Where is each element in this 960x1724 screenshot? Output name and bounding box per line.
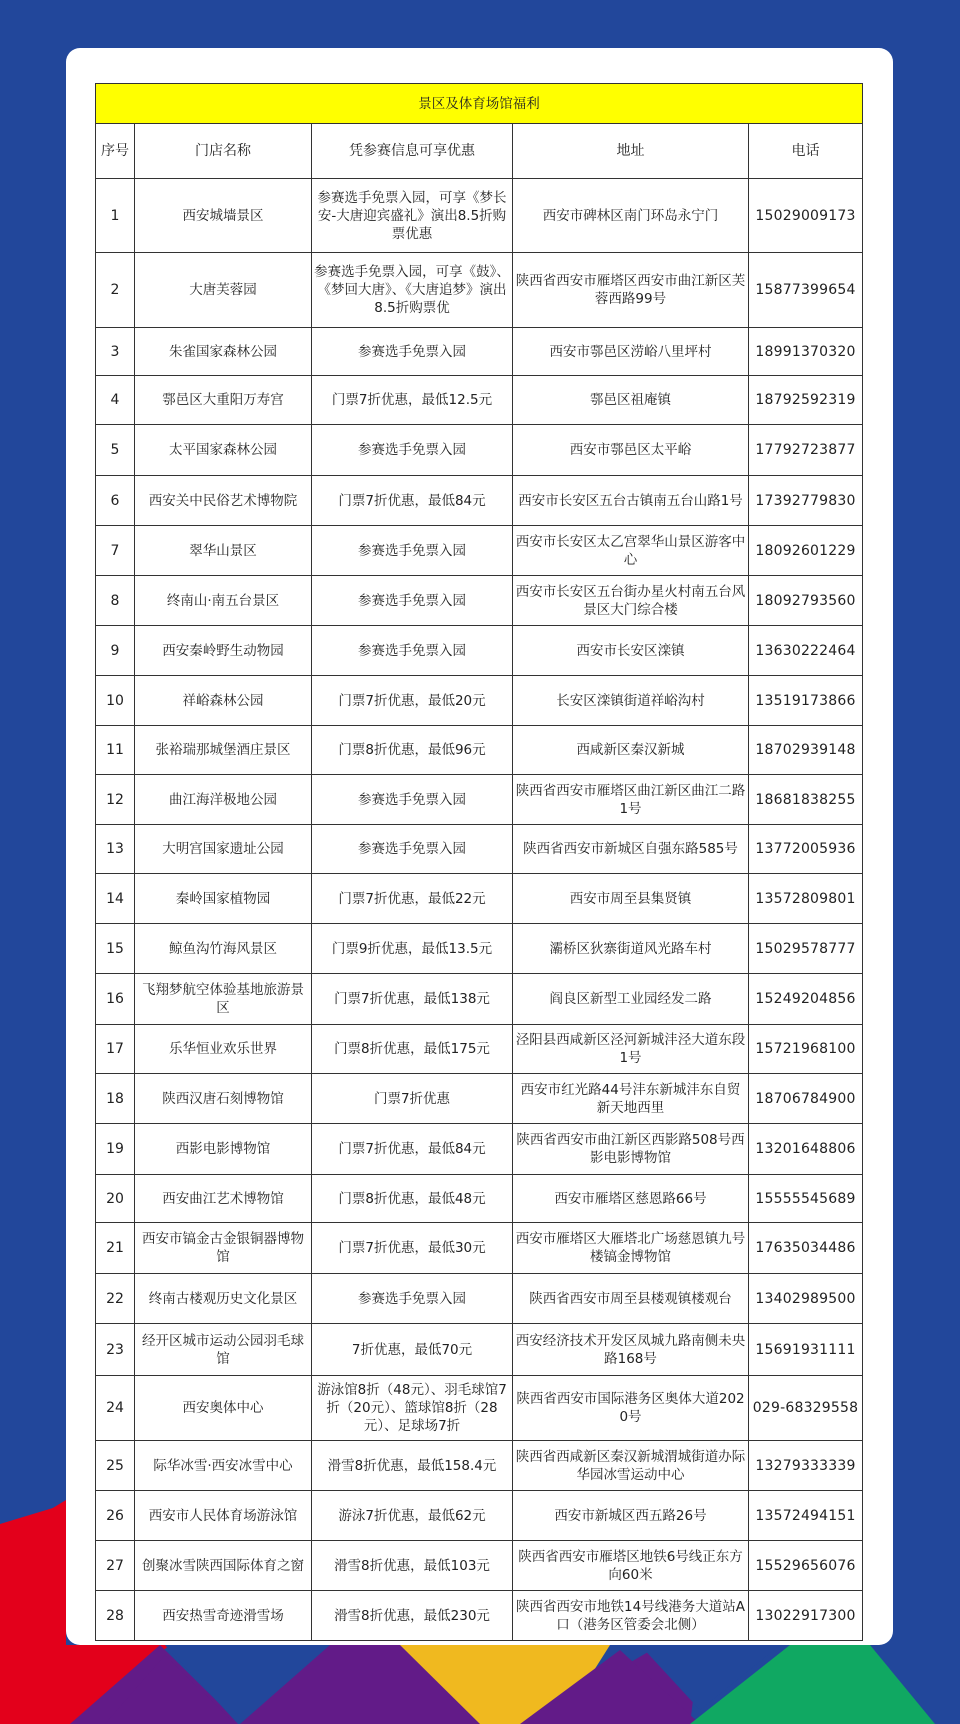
table-title-row [96, 84, 863, 124]
offer-text: 参赛选手免票入园 [312, 1274, 513, 1324]
table-row [96, 328, 863, 376]
table-row [96, 874, 863, 924]
venue-address: 西安市雁塔区慈恩路66号 [513, 1175, 749, 1223]
venue-address: 陕西省西安市国际港务区奥体大道2020号 [513, 1376, 749, 1441]
row-number: 14 [96, 874, 135, 924]
table-row [96, 1491, 863, 1541]
table-row [96, 1124, 863, 1175]
row-number: 12 [96, 775, 135, 825]
row-number: 11 [96, 726, 135, 775]
row-number: 25 [96, 1441, 135, 1491]
row-number: 18 [96, 1074, 135, 1124]
row-number: 16 [96, 974, 135, 1025]
venue-phone: 18092793560 [749, 576, 863, 626]
venue-phone: 15029578777 [749, 924, 863, 974]
venue-address: 西安市碑林区南门环岛永宁门 [513, 179, 749, 253]
venue-name: 大唐芙蓉园 [135, 253, 312, 328]
venue-name: 鄠邑区大重阳万寿宫 [135, 376, 312, 425]
offer-text: 滑雪8折优惠，最低103元 [312, 1541, 513, 1591]
offer-text: 门票7折优惠，最低84元 [312, 1124, 513, 1175]
table-row [96, 1025, 863, 1074]
offer-text: 门票7折优惠，最低30元 [312, 1223, 513, 1274]
venue-name: 陕西汉唐石刻博物馆 [135, 1074, 312, 1124]
row-number: 3 [96, 328, 135, 376]
venue-address: 西安经济技术开发区凤城九路南侧未央路168号 [513, 1324, 749, 1376]
venue-address: 鄠邑区祖庵镇 [513, 376, 749, 425]
offer-text: 参赛选手免票入园 [312, 576, 513, 626]
venue-address: 阎良区新型工业园经发二路 [513, 974, 749, 1025]
venue-phone: 13279333339 [749, 1441, 863, 1491]
venue-phone: 18792592319 [749, 376, 863, 425]
venue-phone: 18702939148 [749, 726, 863, 775]
table-body [96, 179, 863, 1641]
header-store-name: 门店名称 [135, 124, 312, 179]
benefits-table [95, 83, 863, 1641]
table-row [96, 626, 863, 676]
offer-text: 门票7折优惠，最低138元 [312, 974, 513, 1025]
venue-address: 陕西省西安市地铁14号线港务大道站A口（港务区管委会北侧） [513, 1591, 749, 1641]
venue-phone: 13022917300 [749, 1591, 863, 1641]
venue-name: 西安城墙景区 [135, 179, 312, 253]
row-number: 13 [96, 825, 135, 874]
row-number: 23 [96, 1324, 135, 1376]
table-row [96, 1274, 863, 1324]
venue-phone: 17392779830 [749, 476, 863, 526]
venue-phone: 17792723877 [749, 425, 863, 476]
row-number: 6 [96, 476, 135, 526]
row-number: 26 [96, 1491, 135, 1541]
venue-name: 终南山·南五台景区 [135, 576, 312, 626]
venue-name: 经开区城市运动公园羽毛球馆 [135, 1324, 312, 1376]
header-offer: 凭参赛信息可享优惠 [312, 124, 513, 179]
venue-phone: 029-68329558 [749, 1376, 863, 1441]
table-row [96, 1591, 863, 1641]
table-header-row [96, 124, 863, 179]
venue-phone: 13572809801 [749, 874, 863, 924]
venue-address: 陕西省西安市新城区自强东路585号 [513, 825, 749, 874]
header-no: 序号 [96, 124, 135, 179]
offer-text: 参赛选手免票入园 [312, 775, 513, 825]
offer-text: 参赛选手免票入园 [312, 328, 513, 376]
venue-phone: 13572494151 [749, 1491, 863, 1541]
venue-address: 陕西省西咸新区秦汉新城渭城街道办际华园冰雪运动中心 [513, 1441, 749, 1491]
row-number: 19 [96, 1124, 135, 1175]
venue-address: 陕西省西安市雁塔区西安市曲江新区芙蓉西路99号 [513, 253, 749, 328]
content-card [66, 48, 893, 1645]
venue-phone: 18092601229 [749, 526, 863, 576]
venue-address: 西安市鄠邑区太平峪 [513, 425, 749, 476]
offer-text: 参赛选手免票入园，可享《鼓》、《梦回大唐》、《大唐追梦》演出8.5折购票优 [312, 253, 513, 328]
row-number: 21 [96, 1223, 135, 1274]
venue-name: 翠华山景区 [135, 526, 312, 576]
venue-name: 终南古楼观历史文化景区 [135, 1274, 312, 1324]
offer-text: 7折优惠，最低70元 [312, 1324, 513, 1376]
table-row [96, 179, 863, 253]
venue-phone: 13201648806 [749, 1124, 863, 1175]
offer-text: 门票8折优惠，最低96元 [312, 726, 513, 775]
row-number: 4 [96, 376, 135, 425]
offer-text: 门票7折优惠 [312, 1074, 513, 1124]
venue-name: 西安关中民俗艺术博物院 [135, 476, 312, 526]
row-number: 7 [96, 526, 135, 576]
row-number: 24 [96, 1376, 135, 1441]
offer-text: 参赛选手免票入园 [312, 825, 513, 874]
venue-phone: 15721968100 [749, 1025, 863, 1074]
venue-address: 西安市新城区西五路26号 [513, 1491, 749, 1541]
venue-address: 陕西省西安市曲江新区西影路508号西影电影博物馆 [513, 1124, 749, 1175]
venue-phone: 15529656076 [749, 1541, 863, 1591]
row-number: 5 [96, 425, 135, 476]
table-row [96, 576, 863, 626]
venue-phone: 13519173866 [749, 676, 863, 726]
venue-address: 灞桥区狄寨街道风光路车村 [513, 924, 749, 974]
venue-address: 西安市鄠邑区涝峪八里坪村 [513, 328, 749, 376]
table-row [96, 726, 863, 775]
table-row [96, 1324, 863, 1376]
row-number: 17 [96, 1025, 135, 1074]
venue-name: 西安市人民体育场游泳馆 [135, 1491, 312, 1541]
venue-name: 飞翔梦航空体验基地旅游景区 [135, 974, 312, 1025]
venue-phone: 18681838255 [749, 775, 863, 825]
venue-phone: 17635034486 [749, 1223, 863, 1274]
offer-text: 门票7折优惠，最低12.5元 [312, 376, 513, 425]
offer-text: 游泳馆8折（48元）、羽毛球馆7折（20元）、篮球馆8折（28元）、足球场7折 [312, 1376, 513, 1441]
offer-text: 参赛选手免票入园 [312, 626, 513, 676]
row-number: 1 [96, 179, 135, 253]
offer-text: 门票7折优惠，最低22元 [312, 874, 513, 924]
venue-phone: 18991370320 [749, 328, 863, 376]
row-number: 15 [96, 924, 135, 974]
table-row [96, 1441, 863, 1491]
table-row [96, 775, 863, 825]
offer-text: 门票7折优惠，最低84元 [312, 476, 513, 526]
table-row [96, 526, 863, 576]
venue-address: 西安市长安区太乙宫翠华山景区游客中心 [513, 526, 749, 576]
header-address: 地址 [513, 124, 749, 179]
row-number: 20 [96, 1175, 135, 1223]
venue-name: 曲江海洋极地公园 [135, 775, 312, 825]
table-title: 景区及体育场馆福利 [96, 84, 863, 124]
venue-address: 西安市周至县集贤镇 [513, 874, 749, 924]
offer-text: 参赛选手免票入园，可享《梦长安-大唐迎宾盛礼》演出8.5折购票优惠 [312, 179, 513, 253]
table-row [96, 476, 863, 526]
venue-address: 陕西省西安市雁塔区地铁6号线正东方向60米 [513, 1541, 749, 1591]
row-number: 10 [96, 676, 135, 726]
table-row [96, 1074, 863, 1124]
offer-text: 参赛选手免票入园 [312, 526, 513, 576]
venue-name: 乐华恒业欢乐世界 [135, 1025, 312, 1074]
venue-phone: 15555545689 [749, 1175, 863, 1223]
venue-phone: 13772005936 [749, 825, 863, 874]
row-number: 22 [96, 1274, 135, 1324]
venue-address: 长安区滦镇街道祥峪沟村 [513, 676, 749, 726]
venue-phone: 18706784900 [749, 1074, 863, 1124]
venue-name: 西安市镐金古金银铜器博物馆 [135, 1223, 312, 1274]
venue-name: 大明宫国家遗址公园 [135, 825, 312, 874]
venue-name: 朱雀国家森林公园 [135, 328, 312, 376]
venue-name: 西安热雪奇迹滑雪场 [135, 1591, 312, 1641]
venue-address: 陕西省西安市周至县楼观镇楼观台 [513, 1274, 749, 1324]
venue-address: 西咸新区秦汉新城 [513, 726, 749, 775]
table-row [96, 974, 863, 1025]
venue-name: 秦岭国家植物园 [135, 874, 312, 924]
venue-name: 鲸鱼沟竹海风景区 [135, 924, 312, 974]
venue-phone: 15029009173 [749, 179, 863, 253]
venue-address: 西安市长安区五台街办星火村南五台风景区大门综合楼 [513, 576, 749, 626]
venue-address: 西安市长安区五台古镇南五台山路1号 [513, 476, 749, 526]
venue-phone: 15691931111 [749, 1324, 863, 1376]
venue-phone: 15249204856 [749, 974, 863, 1025]
venue-name: 张裕瑞那城堡酒庄景区 [135, 726, 312, 775]
row-number: 28 [96, 1591, 135, 1641]
offer-text: 门票7折优惠，最低20元 [312, 676, 513, 726]
offer-text: 游泳7折优惠，最低62元 [312, 1491, 513, 1541]
offer-text: 门票8折优惠，最低175元 [312, 1025, 513, 1074]
venue-name: 际华冰雪·西安冰雪中心 [135, 1441, 312, 1491]
table-row [96, 253, 863, 328]
venue-name: 祥峪森林公园 [135, 676, 312, 726]
venue-name: 太平国家森林公园 [135, 425, 312, 476]
venue-address: 西安市红光路44号沣东新城沣东自贸新天地西里 [513, 1074, 749, 1124]
venue-phone: 15877399654 [749, 253, 863, 328]
table-row [96, 1175, 863, 1223]
venue-address: 陕西省西安市雁塔区曲江新区曲江二路1号 [513, 775, 749, 825]
row-number: 8 [96, 576, 135, 626]
venue-address: 泾阳县西咸新区泾河新城沣泾大道东段1号 [513, 1025, 749, 1074]
row-number: 9 [96, 626, 135, 676]
venue-phone: 13402989500 [749, 1274, 863, 1324]
venue-name: 创聚冰雪陕西国际体育之窗 [135, 1541, 312, 1591]
venue-address: 西安市长安区滦镇 [513, 626, 749, 676]
table-row [96, 924, 863, 974]
offer-text: 滑雪8折优惠，最低158.4元 [312, 1441, 513, 1491]
row-number: 2 [96, 253, 135, 328]
venue-name: 西安奥体中心 [135, 1376, 312, 1441]
table-row [96, 425, 863, 476]
offer-text: 参赛选手免票入园 [312, 425, 513, 476]
table-row [96, 376, 863, 425]
row-number: 27 [96, 1541, 135, 1591]
table-row [96, 1223, 863, 1274]
offer-text: 门票9折优惠，最低13.5元 [312, 924, 513, 974]
table-row [96, 676, 863, 726]
table-row [96, 825, 863, 874]
venue-name: 西安曲江艺术博物馆 [135, 1175, 312, 1223]
venue-name: 西影电影博物馆 [135, 1124, 312, 1175]
offer-text: 滑雪8折优惠，最低230元 [312, 1591, 513, 1641]
offer-text: 门票8折优惠，最低48元 [312, 1175, 513, 1223]
venue-phone: 13630222464 [749, 626, 863, 676]
table-row [96, 1376, 863, 1441]
table-row [96, 1541, 863, 1591]
venue-address: 西安市雁塔区大雁塔北广场慈恩镇九号楼镐金博物馆 [513, 1223, 749, 1274]
venue-name: 西安秦岭野生动物园 [135, 626, 312, 676]
header-phone: 电话 [749, 124, 863, 179]
